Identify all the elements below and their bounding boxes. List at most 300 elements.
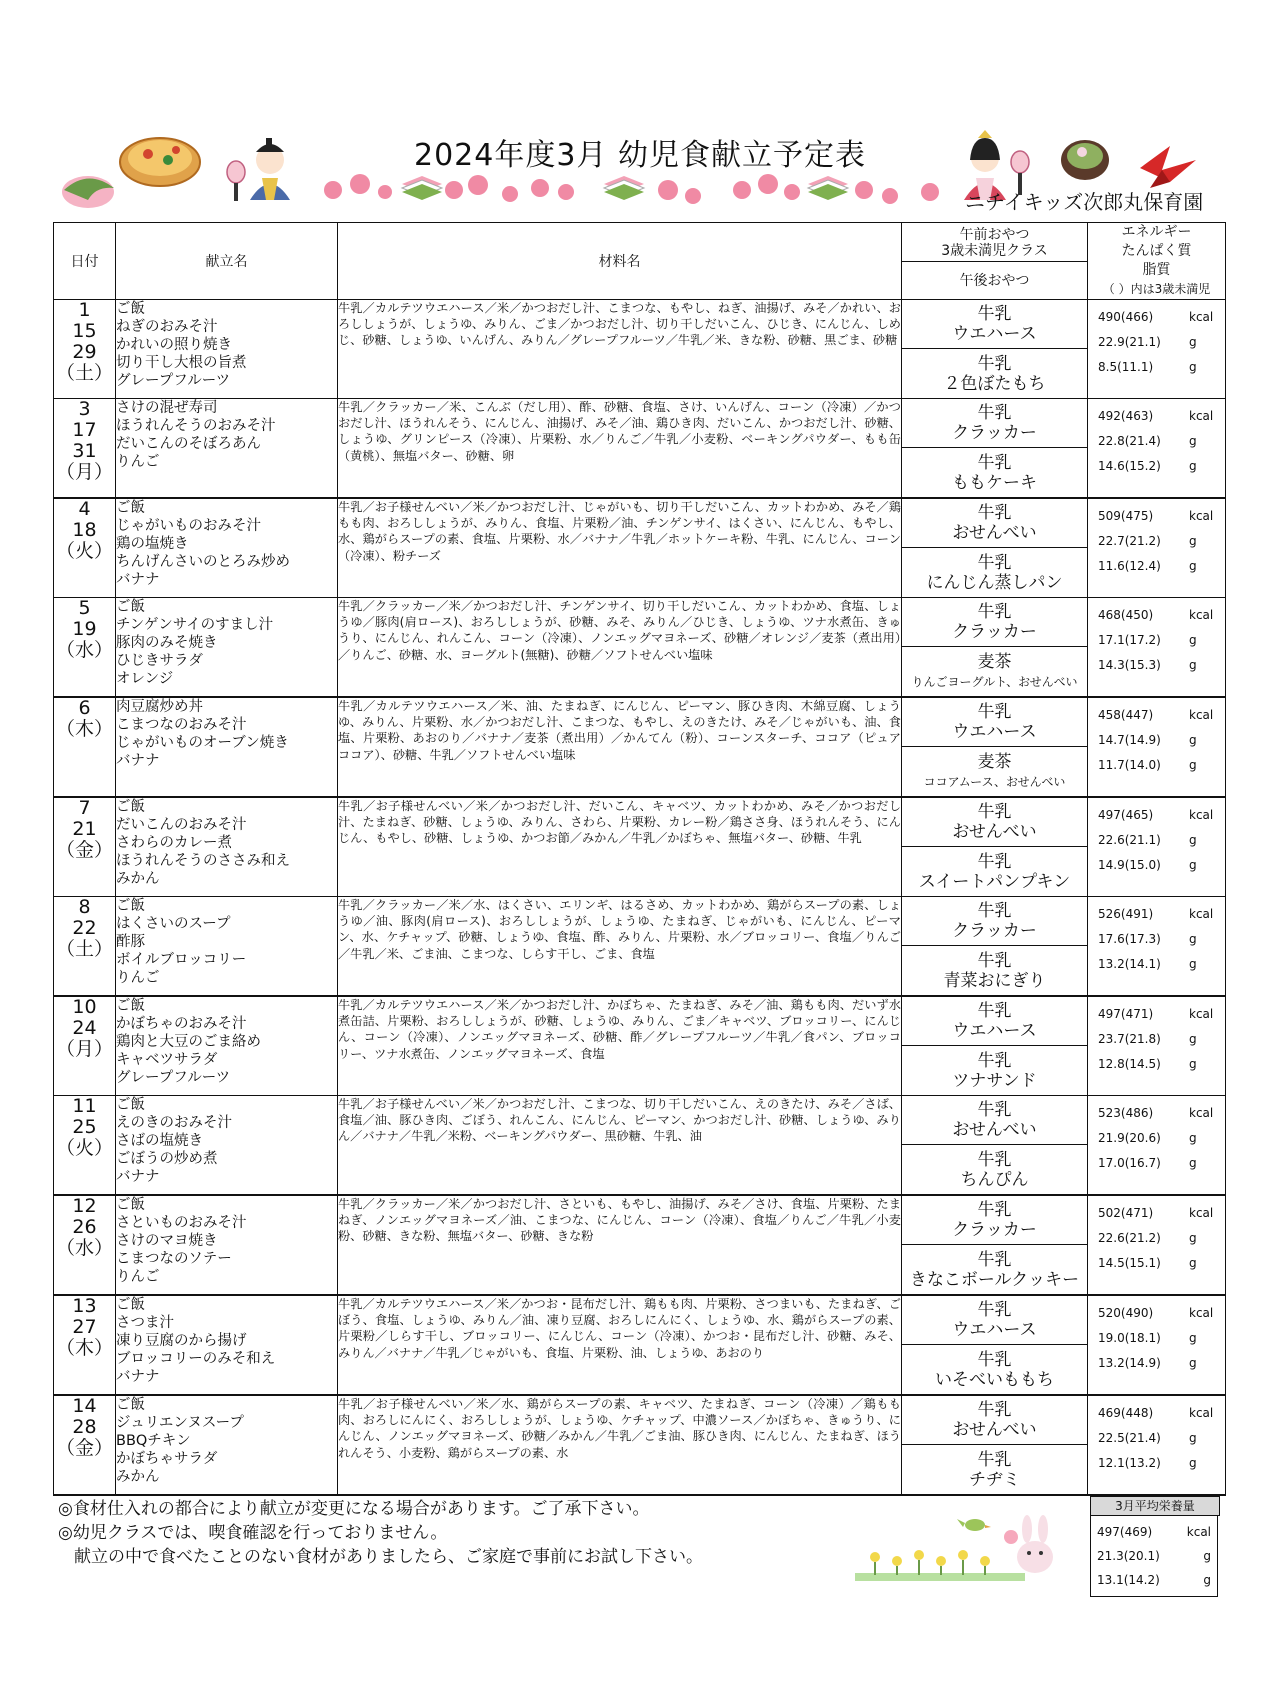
- snack-cell: [902, 399, 1088, 499]
- am-snack: [902, 1096, 1087, 1145]
- date-line: （水）: [55, 639, 113, 661]
- am-snack-drink: 牛乳: [977, 304, 1012, 324]
- date-line: 28: [72, 1416, 97, 1438]
- dishes-cell: [116, 1096, 338, 1196]
- dish-name: かぼちゃのおみそ汁: [116, 1016, 247, 1032]
- dish-name: ご飯: [116, 301, 145, 317]
- dish-name: オレンジ: [116, 671, 174, 687]
- dish-name: さけのマヨ焼き: [116, 1233, 218, 1249]
- am-snack-food: おせんべい: [952, 1420, 1037, 1440]
- date-line: （月）: [55, 1038, 113, 1060]
- header-ingredients: 材料名: [338, 223, 902, 300]
- protein-value: 19.0(18.1): [1098, 1330, 1161, 1345]
- nutrition-cell: [1088, 1395, 1226, 1495]
- energy-value: 526(491): [1098, 906, 1154, 921]
- am-snack-drink: 牛乳: [977, 901, 1012, 921]
- unit-g: g: [1189, 1056, 1197, 1071]
- ingredients-cell: 牛乳／お子様せんべい／米／かつおだし汁、だいこん、キャベツ、カットわかめ、みそ／かつおだし汁、たまねぎ、砂糖、しょうゆ、みりん、さわら、片栗粉、カレー粉／鶏ささ身、ほうれんそう、にんじん、もやし、砂糖、しょうゆ、かつお節／みかん／牛乳／かぼちゃ、無塩バター、砂糖、牛乳: [338, 797, 902, 897]
- unit-kcal: kcal: [1189, 1405, 1214, 1420]
- protein-value: 22.6(21.2): [1098, 1230, 1161, 1245]
- dish-name: ご飯: [116, 1097, 145, 1113]
- am-snack: [902, 598, 1087, 647]
- dish-name: ごぼうの炒め煮: [116, 1151, 218, 1167]
- menu-day-row: [54, 1295, 1226, 1395]
- nutrition-cell: [1088, 797, 1226, 897]
- dish-name: ボイルブロッコリー: [116, 952, 247, 968]
- table-header-row: [54, 223, 1226, 300]
- am-snack: [902, 499, 1087, 548]
- pm-snack-food: ももケーキ: [952, 472, 1037, 493]
- am-snack: [902, 997, 1087, 1046]
- unit-kcal: kcal: [1189, 508, 1214, 523]
- page-title: 2024年度3月 幼児食献立予定表: [414, 138, 866, 173]
- menu-table: [53, 222, 1226, 1496]
- dish-name: ねぎのおみそ汁: [116, 319, 218, 335]
- unit-g: g: [1189, 1455, 1197, 1470]
- pm-snack-drink: 牛乳: [977, 1449, 1012, 1470]
- date-line: 14: [72, 1395, 97, 1417]
- dishes-cell: [116, 598, 338, 698]
- sakura-mochi-icon: [62, 176, 114, 208]
- fat-value: 14.9(15.0): [1098, 857, 1161, 872]
- header-protein-label: たんぱく質: [1121, 243, 1192, 259]
- nutrition-cell: [1088, 1295, 1226, 1395]
- pm-snack: [902, 548, 1087, 597]
- unit-g: g: [1189, 334, 1197, 349]
- dish-name: じゃがいものオーブン焼き: [116, 735, 289, 751]
- energy-value: 509(475): [1098, 508, 1154, 523]
- unit-g: g: [1189, 533, 1197, 548]
- date-line: 27: [72, 1316, 97, 1338]
- unit-kcal: kcal: [1189, 1305, 1214, 1320]
- am-snack-drink: 牛乳: [977, 1300, 1012, 1320]
- dish-name: グレープフルーツ: [116, 373, 231, 389]
- ingredients-cell: 牛乳／クラッカー／米／水、はくさい、エリンギ、はるさめ、カットわかめ、鶏がらスープの素、しょうゆ／油、豚肉(肩ロース)、おろししょうが、しょうゆ、たまねぎ、じゃがいも、にんじん、ピーマン、水、ケチャップ、砂糖、しょうゆ、食塩、酢、みりん、片栗粉、水／ブロッコリー、食塩／りんご／牛乳／米、ごま油、こまつな、しらす干し、ごま、食塩: [338, 897, 902, 997]
- am-snack: [902, 698, 1087, 747]
- dish-name: ジュリエンヌスープ: [116, 1415, 244, 1431]
- dish-name: チンゲンサイのすまし汁: [116, 617, 274, 633]
- average-nutrition-label: 3月平均栄養量: [1090, 1496, 1220, 1516]
- date-line: 13: [72, 1295, 97, 1317]
- unit-g: g: [1203, 1573, 1211, 1587]
- fat-value: 13.2(14.9): [1098, 1355, 1161, 1370]
- date-cell: [54, 300, 116, 399]
- ingredients-cell: 牛乳／お子様せんべい／米／水、鶏がらスープの素、キャベツ、たまねぎ、コーン（冷凍）／鶏もも肉、おろしにんにく、おろししょうが、しょうゆ、ケチャップ、中濃ソース／かぼちゃ、きゅうり、にんじん、ノンエッグマヨネーズ、砂糖／みかん／牛乳／ごま油、豚ひき肉、にんじん、たまねぎ、ほうれんそう、小麦粉、鶏がらスープの素、水: [338, 1395, 902, 1495]
- pm-snack: [902, 1245, 1087, 1294]
- dish-name: 酢豚: [116, 934, 145, 950]
- note-1: ◎食材仕入れの都合により献立が変更になる場合があります。ご了承下さい。: [58, 1499, 650, 1519]
- dish-name: ほうれんそうのささみ和え: [116, 853, 290, 869]
- unit-g: g: [1189, 1155, 1197, 1170]
- fat-value: 14.3(15.3): [1098, 657, 1161, 672]
- date-cell: [54, 399, 116, 499]
- am-snack-drink: 牛乳: [977, 1200, 1012, 1220]
- unit-g: g: [1189, 458, 1197, 473]
- menu-day-row: [54, 1195, 1226, 1295]
- snack-cell: [902, 996, 1088, 1096]
- am-snack-food: ウエハース: [952, 1021, 1037, 1041]
- protein-value: 14.7(14.9): [1098, 732, 1161, 747]
- date-line: （月）: [55, 461, 113, 483]
- date-line: （水）: [55, 1237, 113, 1259]
- date-line: 17: [72, 419, 97, 441]
- am-snack-drink: 牛乳: [977, 403, 1012, 423]
- pm-snack-food: きなこボールクッキー: [909, 1269, 1080, 1290]
- dish-name: 鶏肉と大豆のごま絡め: [116, 1034, 261, 1050]
- unit-g: g: [1189, 832, 1197, 847]
- ingredients-cell: 牛乳／カルテツウエハース／米／かつお・昆布だし汁、鶏もも肉、片栗粉、さつまいも、たまねぎ、ごぼう、食塩、しょうゆ、みりん／油、凍り豆腐、おろしにんにく、しょうゆ、水、鶏がらスープの素、片栗粉／しらす干し、ブロッコリー、にんじん、コーン（冷凍）、かつお・昆布だし汁、砂糖、みそ、みりん／バナナ／牛乳／じゃがいも、食塩、片栗粉、油、しょうゆ、あおのり: [338, 1295, 902, 1395]
- pm-snack-food: 青菜おにぎり: [943, 970, 1046, 991]
- date-line: 21: [72, 818, 97, 840]
- unit-kcal: kcal: [1189, 807, 1214, 822]
- energy-value: 523(486): [1098, 1105, 1154, 1120]
- date-cell: [54, 1395, 116, 1495]
- am-snack-drink: 牛乳: [977, 1100, 1012, 1120]
- energy-value: 502(471): [1098, 1205, 1154, 1220]
- pm-snack-drink: 牛乳: [977, 1149, 1012, 1170]
- dish-name: はくさいのスープ: [116, 916, 231, 932]
- pm-snack: [902, 1345, 1087, 1394]
- pm-snack: [902, 747, 1087, 796]
- pm-snack: [902, 1445, 1087, 1494]
- am-snack: [902, 798, 1087, 847]
- am-snack-food: ウエハース: [952, 1320, 1037, 1340]
- unit-g: g: [1189, 657, 1197, 672]
- am-snack: [902, 1396, 1087, 1445]
- date-line: 8: [78, 896, 91, 918]
- unit-kcal: kcal: [1189, 309, 1214, 324]
- dish-name: バナナ: [116, 1369, 160, 1385]
- average-nutrition: [1090, 1516, 1218, 1597]
- date-cell: [54, 996, 116, 1096]
- unit-g: g: [1189, 1031, 1197, 1046]
- date-line: 26: [72, 1216, 97, 1238]
- header-energy: [1088, 223, 1226, 300]
- pm-snack-food: ちんぴん: [960, 1169, 1029, 1190]
- dish-name: さばの塩焼き: [116, 1133, 203, 1149]
- dishes-cell: [116, 897, 338, 997]
- date-line: 7: [78, 797, 91, 819]
- snack-cell: [902, 1295, 1088, 1395]
- fat-value: 14.5(15.1): [1098, 1255, 1161, 1270]
- nutrition-cell: [1088, 897, 1226, 997]
- dish-name: ひじきサラダ: [116, 653, 203, 669]
- pm-snack: [902, 448, 1087, 497]
- pm-snack-drink: 麦茶: [977, 751, 1012, 772]
- flowers-icon: [855, 1550, 1025, 1581]
- date-line: 3: [78, 398, 91, 420]
- school-name: ニチイキッズ次郎丸保育園: [965, 190, 1204, 214]
- dish-name: キャベツサラダ: [116, 1052, 218, 1068]
- date-line: 5: [78, 597, 91, 619]
- protein-value: 22.7(21.2): [1098, 533, 1161, 548]
- dish-name: 鶏の塩焼き: [116, 536, 189, 552]
- unit-g: g: [1189, 1130, 1197, 1145]
- pm-snack-food: りんごヨーグルト、おせんべい: [911, 674, 1078, 689]
- date-line: （木）: [55, 718, 113, 740]
- dish-name: バナナ: [116, 753, 160, 769]
- header-energy-label: エネルギー: [1121, 224, 1192, 240]
- dishes-cell: [116, 797, 338, 897]
- pm-snack-food: ココアムース、おせんべい: [923, 774, 1066, 789]
- date-line: 18: [72, 519, 97, 541]
- nutrition-cell: [1088, 300, 1226, 399]
- dishes-cell: [116, 996, 338, 1096]
- date-line: 22: [72, 917, 97, 939]
- am-snack-drink: 牛乳: [977, 702, 1012, 722]
- snack-cell: [902, 1395, 1088, 1495]
- date-line: （土）: [55, 938, 113, 960]
- dish-name: えのきのおみそ汁: [116, 1115, 232, 1131]
- am-snack-food: クラッカー: [952, 423, 1037, 443]
- am-snack-drink: 牛乳: [977, 1400, 1012, 1420]
- menu-day-row: [54, 797, 1226, 897]
- menu-day-row: [54, 697, 1226, 797]
- nutrition-cell: [1088, 399, 1226, 499]
- am-snack-food: おせんべい: [952, 1120, 1037, 1140]
- pm-snack-drink: 牛乳: [977, 452, 1012, 473]
- protein-value: 17.6(17.3): [1098, 931, 1161, 946]
- fat-value: 13.2(14.1): [1098, 956, 1161, 971]
- energy-value: 492(463): [1098, 408, 1154, 423]
- pm-snack-drink: 牛乳: [977, 1050, 1012, 1071]
- unit-g: g: [1189, 956, 1197, 971]
- dishes-cell: [116, 1395, 338, 1495]
- pm-snack: [902, 847, 1087, 896]
- date-line: 19: [72, 618, 97, 640]
- energy-value: 469(448): [1098, 1405, 1154, 1420]
- fat-value: 12.1(13.2): [1098, 1455, 1161, 1470]
- energy-value: 520(490): [1098, 1305, 1154, 1320]
- dishes-cell: [116, 1195, 338, 1295]
- date-cell: [54, 1195, 116, 1295]
- date-cell: [54, 598, 116, 698]
- unit-kcal: kcal: [1189, 1205, 1214, 1220]
- unit-g: g: [1189, 931, 1197, 946]
- ingredients-cell: 牛乳／クラッカー／米、こんぶ（だし用）、酢、砂糖、食塩、さけ、いんげん、コーン（冷凍）／かつおだし汁、ほうれんそう、にんじん、油揚げ、みそ／油、鶏ひき肉、だいこん、かつおだし汁、砂糖、しょうゆ、グリンピース（冷凍）、片栗粉、水／りんご／牛乳／小麦粉、ベーキングパウダー、もも缶（黄桃）、無塩バター、砂糖、卵: [338, 399, 902, 499]
- dish-name: ご飯: [116, 1297, 145, 1313]
- dish-name: ご飯: [116, 1397, 145, 1413]
- unit-kcal: kcal: [1189, 906, 1214, 921]
- unit-g: g: [1189, 632, 1197, 647]
- header-menu: 献立名: [116, 223, 338, 300]
- ingredients-cell: 牛乳／お子様せんべい／米／かつおだし汁、こまつな、切り干しだいこん、えのきたけ、みそ／さば、食塩／油、豚ひき肉、ごぼう、れんこん、にんじん、ピーマン、かつおだし汁、砂糖、しょうゆ、みりん／バナナ／牛乳／米粉、ベーキングパウダー、黒砂糖、牛乳、油: [338, 1096, 902, 1196]
- am-snack-drink: 牛乳: [977, 1001, 1012, 1021]
- pm-snack-food: スイートパンプキン: [918, 871, 1071, 892]
- snack-cell: [902, 300, 1088, 399]
- unit-g: g: [1189, 857, 1197, 872]
- date-cell: [54, 1096, 116, 1196]
- dish-name: BBQチキン: [116, 1433, 191, 1449]
- dish-name: こまつなのおみそ汁: [116, 717, 247, 733]
- ingredients-cell: 牛乳／お子様せんべい／米／かつおだし汁、じゃがいも、切り干しだいこん、カットわかめ、みそ／鶏もも肉、おろししょうが、みりん、食塩、片栗粉／油、チンゲンサイ、はくさい、にんじん、もやし、水、鶏がらスープの素、食塩、片栗粉、水／バナナ／牛乳／ホットケーキ粉、牛乳、にんじん、コーン（冷凍）、粉チーズ: [338, 498, 902, 598]
- dish-name: ご飯: [116, 898, 145, 914]
- protein-value: 22.5(21.4): [1098, 1430, 1161, 1445]
- snack-cell: [902, 498, 1088, 598]
- nutrition-cell: [1088, 498, 1226, 598]
- nutrition-cell: [1088, 996, 1226, 1096]
- am-snack-drink: 牛乳: [977, 802, 1012, 822]
- date-line: 6: [78, 697, 91, 719]
- fat-value: 12.8(14.5): [1098, 1056, 1161, 1071]
- energy-value: 490(466): [1098, 309, 1154, 324]
- nutrition-cell: [1088, 1096, 1226, 1196]
- dish-name: ご飯: [116, 599, 145, 615]
- unit-g: g: [1203, 1549, 1211, 1563]
- ingredients-cell: 牛乳／クラッカー／米／かつおだし汁、チンゲンサイ、切り干しだいこん、カットわかめ、食塩、しょうゆ／豚肉(肩ロース)、おろししょうが、砂糖、みそ、みりん／ひじき、しょうゆ、ツナ水煮缶、きゅうり、にんじん、れんこん、コーン（冷凍）、ノンエッグマヨネーズ、砂糖／オレンジ／麦茶（煮出用）／りんご、砂糖、水、ヨーグルト(無糖)、砂糖／ソフトせんべい塩味: [338, 598, 902, 698]
- ingredients-cell: 牛乳／カルテツウエハース／米／かつおだし汁、かぼちゃ、たまねぎ、みそ／油、鶏もも肉、だいず水煮缶詰、片栗粉、おろししょうが、砂糖、しょうゆ、みりん、ごま／キャベツ、ブロッコリー、にんじん、コーン（冷凍）、ノンエッグマヨネーズ、砂糖、酢／グレープフルーツ／牛乳／食パン、ブロッコリー、ツナ水煮缶、ノンエッグマヨネーズ、食塩: [338, 996, 902, 1096]
- spring-decoration: [855, 1505, 1085, 1585]
- unit-g: g: [1189, 1355, 1197, 1370]
- ingredients-cell: 牛乳／カルテツウエハース／米、油、たまねぎ、にんじん、ピーマン、豚ひき肉、木綿豆腐、しょうゆ、みりん、片栗粉、水／かつおだし汁、こまつな、もやし、えのきたけ、みそ／じゃがいも、油、食塩、片栗粉、あおのり／バナナ／麦茶（煮出用）／かんてん（粉）、コーンスターチ、ココア（ピュアココア）、砂糖、牛乳／ソフトせんべい塩味: [338, 697, 902, 797]
- snack-cell: [902, 1096, 1088, 1196]
- dish-name: ブロッコリーのみそ和え: [116, 1351, 276, 1367]
- dish-name: ほうれんそうのおみそ汁: [116, 418, 276, 434]
- date-line: 4: [78, 498, 91, 520]
- dish-name: さといものおみそ汁: [116, 1215, 247, 1231]
- average-energy: 497(469): [1097, 1525, 1153, 1539]
- dish-name: さわらのカレー煮: [116, 835, 232, 851]
- unit-g: g: [1189, 433, 1197, 448]
- header-am-snack-class: 3歳未満児クラス: [941, 242, 1048, 259]
- snack-cell: [902, 598, 1088, 698]
- dish-name: バナナ: [116, 572, 160, 588]
- unit-g: g: [1189, 1430, 1197, 1445]
- am-snack-drink: 牛乳: [977, 602, 1012, 622]
- unit-kcal: kcal: [1186, 1525, 1211, 1539]
- date-line: （金）: [55, 1437, 113, 1459]
- dish-name: グレープフルーツ: [116, 1070, 231, 1086]
- dish-name: 豚肉のみそ焼き: [116, 635, 218, 651]
- am-snack-food: クラッカー: [952, 1220, 1037, 1240]
- header-snacks: [902, 223, 1088, 300]
- dish-name: 切り干し大根の旨煮: [116, 355, 247, 371]
- unit-kcal: kcal: [1189, 408, 1214, 423]
- unit-g: g: [1189, 757, 1197, 772]
- unit-g: g: [1189, 359, 1197, 374]
- dish-name: ご飯: [116, 1197, 145, 1213]
- am-snack-food: クラッカー: [952, 921, 1037, 941]
- protein-value: 22.9(21.1): [1098, 334, 1161, 349]
- am-snack-drink: 牛乳: [977, 503, 1012, 523]
- pm-snack-drink: 牛乳: [977, 851, 1012, 872]
- note-2: ◎幼児クラスでは、喫食確認を行っておりません。: [58, 1523, 448, 1543]
- am-snack: [902, 1196, 1087, 1245]
- unit-kcal: kcal: [1189, 1105, 1214, 1120]
- dish-name: りんご: [116, 970, 160, 986]
- protein-value: 22.6(21.1): [1098, 832, 1161, 847]
- unit-kcal: kcal: [1189, 607, 1214, 622]
- nutrition-cell: [1088, 598, 1226, 698]
- dish-name: みかん: [116, 1469, 160, 1485]
- am-snack-food: ウエハース: [952, 324, 1037, 344]
- fat-value: 17.0(16.7): [1098, 1155, 1161, 1170]
- date-line: 29: [72, 341, 97, 363]
- date-line: 10: [72, 996, 97, 1018]
- date-line: 11: [72, 1095, 97, 1117]
- pm-snack-food: ツナサンド: [952, 1070, 1037, 1091]
- pm-snack-food: いそべいももち: [935, 1369, 1054, 1390]
- dish-name: さけの混ぜ寿司: [116, 400, 218, 416]
- dish-name: かぼちゃサラダ: [116, 1451, 218, 1467]
- fat-value: 8.5(11.1): [1098, 359, 1154, 374]
- unit-g: g: [1189, 732, 1197, 747]
- date-cell: [54, 498, 116, 598]
- unit-g: g: [1189, 1230, 1197, 1245]
- unit-g: g: [1189, 1330, 1197, 1345]
- date-line: （木）: [55, 1337, 113, 1359]
- date-line: 15: [72, 320, 97, 342]
- date-line: （火）: [55, 1137, 113, 1159]
- date-line: 25: [72, 1116, 97, 1138]
- dish-name: バナナ: [116, 1169, 160, 1185]
- am-snack-food: おせんべい: [952, 523, 1037, 543]
- dish-name: りんご: [116, 454, 160, 470]
- am-snack-food: クラッカー: [952, 622, 1037, 642]
- dish-name: ご飯: [116, 500, 145, 516]
- energy-value: 468(450): [1098, 607, 1154, 622]
- menu-day-row: [54, 1096, 1226, 1196]
- header-energy-note: （ ）内は3歳未満児: [1102, 282, 1211, 296]
- average-fat: 13.1(14.2): [1097, 1573, 1160, 1587]
- header-pm-snack: 午後おやつ: [959, 272, 1030, 289]
- date-cell: [54, 897, 116, 997]
- dish-name: ご飯: [116, 799, 145, 815]
- dish-name: かれいの照り焼き: [116, 337, 232, 353]
- protein-value: 23.7(21.8): [1098, 1031, 1161, 1046]
- pm-snack-food: ２色ぼたもち: [943, 373, 1046, 394]
- header-am-snack-label: 午前おやつ: [959, 226, 1030, 243]
- unit-g: g: [1189, 558, 1197, 573]
- pm-snack-drink: 牛乳: [977, 552, 1012, 573]
- dish-name: りんご: [116, 1269, 160, 1285]
- am-snack: [902, 897, 1087, 946]
- pm-snack: [902, 647, 1087, 696]
- dishes-cell: [116, 697, 338, 797]
- am-snack: [902, 399, 1087, 448]
- date-cell: [54, 697, 116, 797]
- pm-snack-food: チヂミ: [969, 1469, 1020, 1490]
- dishes-cell: [116, 399, 338, 499]
- snack-cell: [902, 697, 1088, 797]
- menu-day-row: [54, 996, 1226, 1096]
- am-snack-food: おせんべい: [952, 822, 1037, 842]
- menu-day-row: [54, 300, 1226, 399]
- fat-value: 11.7(14.0): [1098, 757, 1161, 772]
- pm-snack: [902, 946, 1087, 995]
- fat-value: 11.6(12.4): [1098, 558, 1161, 573]
- menu-table-body: [54, 223, 1226, 1496]
- menu-day-row: [54, 498, 1226, 598]
- dish-name: 凍り豆腐のから揚げ: [116, 1333, 247, 1349]
- nutrition-cell: [1088, 697, 1226, 797]
- energy-value: 497(465): [1098, 807, 1154, 822]
- fat-value: 14.6(15.2): [1098, 458, 1161, 473]
- date-line: （土）: [55, 362, 113, 384]
- pm-snack-drink: 麦茶: [977, 651, 1012, 672]
- date-cell: [54, 1295, 116, 1395]
- header-am-snack: [902, 225, 1087, 262]
- menu-day-row: [54, 897, 1226, 997]
- dish-name: ご飯: [116, 998, 145, 1014]
- notes: [58, 1497, 703, 1569]
- menu-day-row: [54, 598, 1226, 698]
- header-date: 日付: [54, 223, 116, 300]
- date-line: （金）: [55, 839, 113, 861]
- dish-name: 肉豆腐炒め丼: [116, 699, 203, 715]
- pm-snack: [902, 1046, 1087, 1095]
- protein-value: 22.8(21.4): [1098, 433, 1161, 448]
